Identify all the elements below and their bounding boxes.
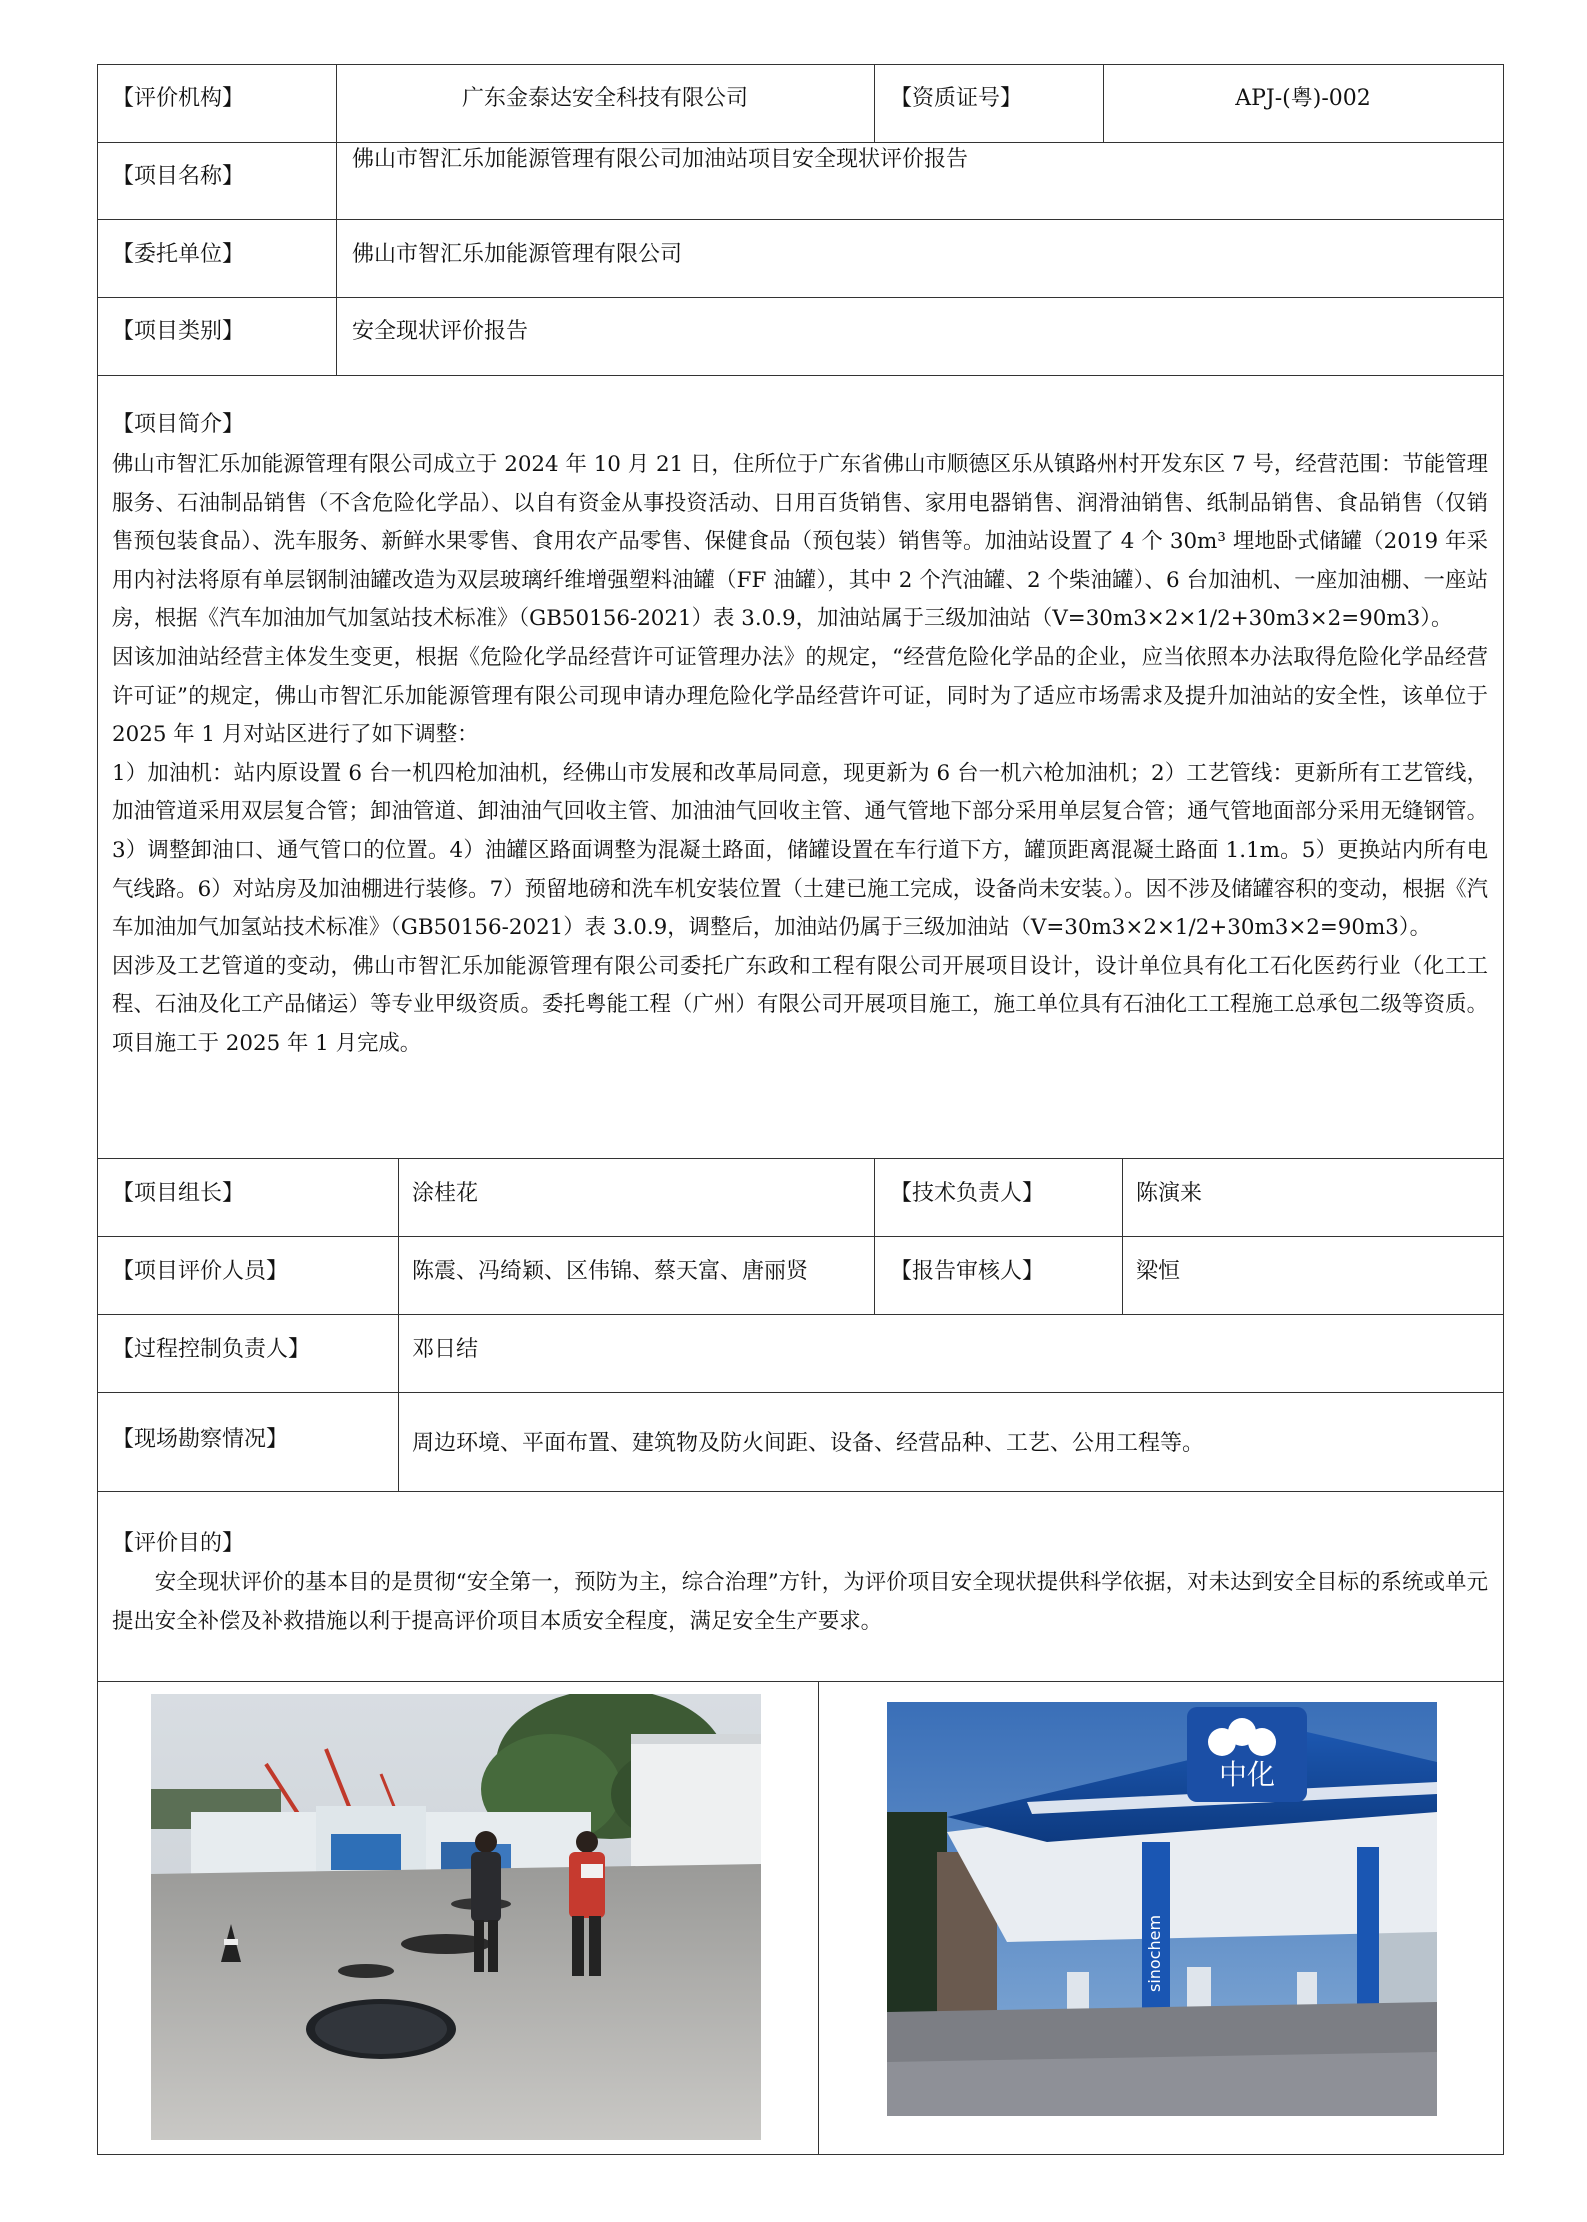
evaluators-label: 【项目评价人员】 bbox=[112, 1259, 289, 1284]
gas-station-photo bbox=[887, 1702, 1437, 2116]
intro-paragraph: 因涉及工艺管道的变动，佛山市智汇乐加能源管理有限公司委托广东政和工程有限公司开展项目设计，设计单位具有化工石化医药行业（化工工程、石油及化工产品储运）等专业甲级资质。委托粤能工程（广州）有限公司开展项目施工，施工单位具有石油化工工程施工总承包二级等资质。项目施工于 2025 年 1 月完成。 bbox=[112, 953, 1488, 1056]
site-survey-photo bbox=[151, 1694, 761, 2140]
project-type-value: 安全现状评价报告 bbox=[352, 319, 529, 344]
org-label: 【评价机构】 bbox=[112, 86, 245, 111]
intro-label: 【项目简介】 bbox=[112, 412, 245, 437]
leader-label: 【项目组长】 bbox=[112, 1181, 245, 1206]
org-value: 广东金泰达安全科技有限公司 bbox=[461, 86, 748, 111]
project-type-label: 【项目类别】 bbox=[112, 319, 245, 344]
tech-lead-label: 【技术负责人】 bbox=[890, 1181, 1045, 1206]
intro-paragraph: 1）加油机：站内原设置 6 台一机四枪加油机，经佛山市发展和改革局同意，现更新为 6 台一机六枪加油机；2）工艺管线：更新所有工艺管线，加油管道采用双层复合管；卸油管道、卸油油气回收主管、加油油气回收主管、通气管地下部分采用单层复合管；通气管地面部分采用无缝钢管。3）调整卸油口、通气管口的位置。4）油罐区路面调整为混凝土路面，储罐设置在车行道下方，罐顶距离混凝土路面 1.1m。5）更换站内所有电气线路。6）对站房及加油棚进行装修。7）预留地磅和洗车机安装位置（土建已施工完成，设备尚未安装。）。因不涉及储罐容积的变动，根据《汽车加油加气加氢站技术标准》（GB50156-2021）表 3.0.9，调整后，加油站仍属于三级加油站（V=30m3×2×1/2+30m3×2=90m3）。 bbox=[112, 760, 1488, 941]
tech-lead-value: 陈演来 bbox=[1136, 1181, 1203, 1206]
pillar-brand-text: sinochem bbox=[1145, 1914, 1164, 1992]
leader-value: 涂桂花 bbox=[412, 1181, 479, 1206]
intro-body bbox=[112, 446, 1488, 1064]
purpose-label: 【评价目的】 bbox=[112, 1531, 245, 1556]
reviewer-label: 【报告审核人】 bbox=[890, 1259, 1045, 1284]
cert-value: APJ-(粤)-002 bbox=[1235, 86, 1371, 111]
intro-paragraph: 佛山市智汇乐加能源管理有限公司成立于 2024 年 10 月 21 日，住所位于广东省佛山市顺德区乐从镇路州村开发东区 7 号，经营范围：节能管理服务、石油制品销售（不含危险化学品）、以自有资金从事投资活动、日用百货销售、家用电器销售、润滑油销售、纸制品销售、食品销售（仅销售预包装食品）、洗车服务、新鲜水果零售、食用农产品零售、保健食品（预包装）销售等。加油站设置了 4 个 30m³ 埋地卧式储罐（2019 年采用内衬法将原有单层钢制油罐改造为双层玻璃纤维增强塑料油罐（FF 油罐），其中 2 个汽油罐、2 个柴油罐）、6 台加油机、一座加油棚、一座站房，根据《汽车加油加气加氢站技术标准》（GB50156-2021）表 3.0.9，加油站属于三级加油站（V=30m3×2×1/2+30m3×2=90m3）。 bbox=[112, 452, 1488, 632]
canopy-brand-text: 中化 bbox=[1218, 1758, 1276, 1791]
intro-paragraph: 因该加油站经营主体发生变更，根据《危险化学品经营许可证管理办法》的规定，“经营危险化学品的企业，应当依照本办法取得危险化学品经营许可证”的规定，佛山市智汇乐加能源管理有限公司现申请办理危险化学品经营许可证，同时为了适应市场需求及提升加油站的安全性，该单位于 2025 年 1 月对站区进行了如下调整： bbox=[112, 644, 1488, 748]
project-name-value: 佛山市智汇乐加能源管理有限公司加油站项目安全现状评价报告 bbox=[352, 147, 969, 172]
cert-label: 【资质证号】 bbox=[890, 86, 1023, 111]
evaluators-value: 陈震、冯绮颖、区伟锦、蔡天富、唐丽贤 bbox=[412, 1259, 809, 1284]
site-survey-label: 【现场勘察情况】 bbox=[112, 1427, 289, 1452]
process-control-label: 【过程控制负责人】 bbox=[112, 1337, 311, 1362]
reviewer-value: 梁恒 bbox=[1136, 1259, 1181, 1284]
site-survey-value: 周边环境、平面布置、建筑物及防火间距、设备、经营品种、工艺、公用工程等。 bbox=[412, 1431, 1205, 1456]
project-name-label: 【项目名称】 bbox=[112, 164, 245, 189]
purpose-text: 安全现状评价的基本目的是贯彻“安全第一，预防为主，综合治理”方针，为评价项目安全现状提供科学依据，对未达到安全目标的系统或单元提出安全补偿及补救措施以利于提高评价项目本质安全程度，满足安全生产要求。 bbox=[112, 1570, 1488, 1634]
process-control-value: 邓日结 bbox=[412, 1337, 479, 1362]
client-label: 【委托单位】 bbox=[112, 242, 245, 267]
client-value: 佛山市智汇乐加能源管理有限公司 bbox=[352, 242, 683, 267]
